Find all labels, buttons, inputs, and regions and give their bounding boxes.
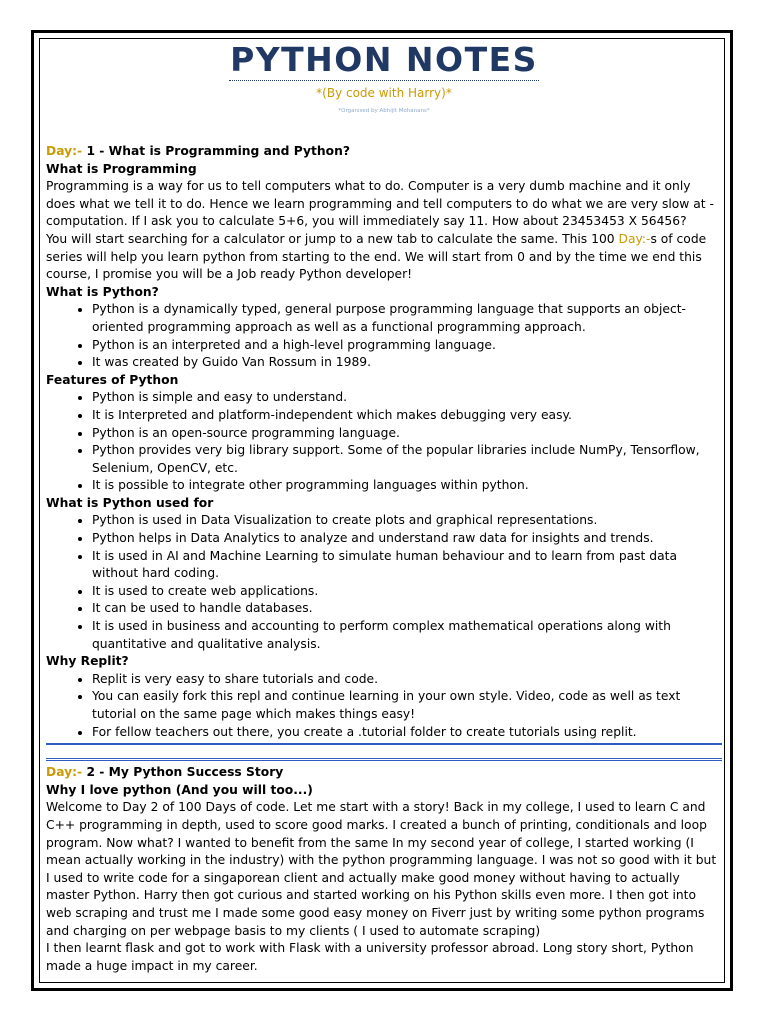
list-item: • Replit is very easy to share tutorials and code. — [92, 671, 722, 689]
day1-title: 1 - What is Programming and Python? — [82, 144, 350, 158]
list-item: • You can easily fork this repl and continue learning in your own style. Video, code as well as text tutorial on the same page which makes things easy! — [92, 688, 722, 723]
day1-prefix: Day:- — [46, 144, 83, 158]
page-title: PYTHON NOTES — [230, 40, 538, 79]
features-heading: Features of Python — [46, 372, 179, 387]
series-paragraph-b: s of code series will help you learn python from starting to the end. We will start from 0 and by the time we end this course, I promise you will be a Job ready Python developer! — [46, 231, 707, 282]
list-item: • It is used to create web applications. — [92, 583, 722, 601]
list-item: • It is Interpreted and platform-independent which makes debugging very easy. — [92, 407, 722, 425]
day2-heading — [46, 764, 722, 782]
closing-paragraph: I then learnt flask and got to work with Flask with a university professor abroad. Long story short, Python made a huge impact in my career. — [46, 941, 694, 973]
list-item: • Python is used in Data Visualization to create plots and graphical representations. — [92, 512, 722, 530]
list-item: • Python is an interpreted and a high-level programming language. — [92, 337, 722, 355]
story-paragraph: Welcome to Day 2 of 100 Days of code. Let me start with a story! Back in my college, I used to learn C and C++ programming in depth, used to score good marks. I created a bunch of printing, conditionals and loop program. Now what? I wanted to benefit from the same In my second year of college, I started working (I mean actually working in the industry) with the python programming language. I was not so good with it but I used to write code for a singaporean client and actually make good money without having to actually master Python. Harry then got curious and started working on his Python skills even more. I then got into web scraping and trust me I made some good easy money on Fiverr just by writing some python programs and charging on per webpage basis to my clients ( I used to automate scraping) — [46, 800, 717, 938]
series-paragraph-day: Day:- — [618, 231, 651, 246]
series-paragraph — [46, 231, 722, 284]
used-for-list — [46, 512, 722, 653]
list-item: • For fellow teachers out there, you create a .tutorial folder to create tutorials using replit. — [92, 724, 722, 742]
day1-heading — [46, 143, 722, 161]
day2-title: 2 - My Python Success Story — [82, 765, 284, 780]
document-content — [46, 40, 722, 975]
page-subtitle: *(By code with Harry)* — [316, 86, 452, 100]
list-item: • It was created by Guido Van Rossum in 1989. — [92, 354, 722, 372]
what-is-python-heading: What is Python? — [46, 284, 159, 299]
list-item: • Python is simple and easy to understand. — [92, 389, 722, 407]
what-is-programming-heading: What is Programming — [46, 161, 197, 176]
features-list — [46, 389, 722, 495]
list-item: • Python provides very big library support. Some of the popular libraries include NumPy, Tensorflow, Selenium, OpenCV, etc. — [92, 442, 722, 477]
list-item: • It is possible to integrate other programming languages within python. — [92, 477, 722, 495]
replit-list — [46, 671, 722, 741]
list-item: • It is used in AI and Machine Learning to simulate human behaviour and to learn from past data without hard coding. — [92, 548, 722, 583]
list-item: • Python helps in Data Analytics to analyze and understand raw data for insights and trends. — [92, 530, 722, 548]
list-item: • Python is a dynamically typed, general purpose programming language that supports an object-oriented programming approach as well as a functional programming approach. — [92, 301, 722, 336]
replit-heading: Why Replit? — [46, 654, 129, 669]
credit-line: *Organised by Abhijit Mohanans* — [338, 108, 430, 114]
used-for-heading: What is Python used for — [46, 495, 214, 510]
section-divider — [46, 743, 722, 761]
day2-subheading: Why I love python (And you will too...) — [46, 782, 313, 797]
list-item: • It can be used to handle databases. — [92, 600, 722, 618]
list-item: • Python is an open-source programming language. — [92, 425, 722, 443]
programming-paragraph: Programming is a way for us to tell computers what to do. Computer is a very dumb machine and it only does what we tell it to do. Hence we learn programming and tell computers to do what we are very slow at - computation. If I ask you to calculate 5+6, you will immediately say 11. How about 23453453 X 56456? — [46, 179, 714, 229]
series-paragraph-a: You will start searching for a calculator or jump to a new tab to calculate the same. This 100 — [46, 231, 619, 246]
what-is-python-list — [46, 301, 722, 371]
day2-prefix: Day:- — [46, 765, 83, 780]
list-item: • It is used in business and accounting to perform complex mathematical operations along with quantitative and qualitative analysis. — [92, 618, 722, 653]
